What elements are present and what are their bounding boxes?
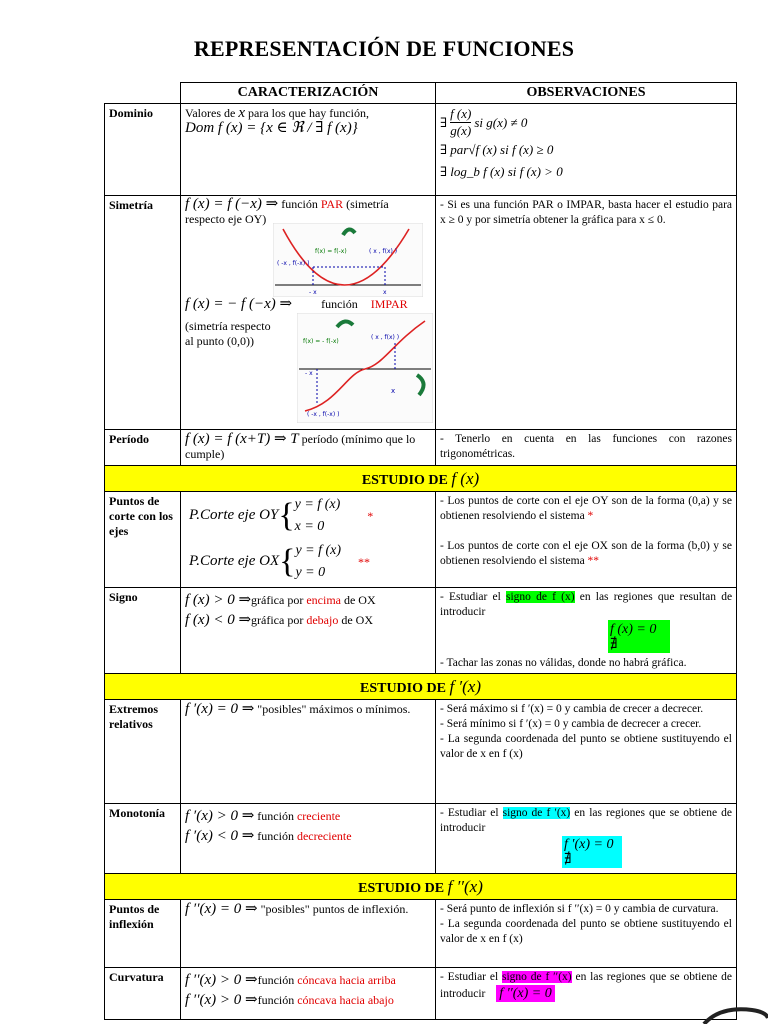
cortes-observaciones [436,492,737,588]
dominio-caracterizacion [181,104,436,196]
graph1-eq: f(x) = f(-x) [315,248,347,255]
inflexion-formula: f ′′(x) = 0 ⇒ [185,901,258,917]
monotonia-l2-text: función [257,829,294,843]
signo-box2: ∄ [610,637,618,652]
curvatura-l1-formula: f ′′(x) > 0 ⇒ [185,972,258,988]
fraction [450,106,471,139]
odd-function-graph [297,313,433,423]
curvatura-l2-text: función [257,993,295,1007]
row-extremos [105,700,737,804]
cortes-caracterizacion [181,492,436,588]
curvatura-l1-word: cóncava hacia arriba [297,973,396,987]
corte-ox-name: P.Corte eje OX [189,552,280,569]
graph2-p2: ( x , f(x) ) [371,334,400,341]
extremos-text: "posibles" máximos o mínimos. [257,702,411,716]
par-formula: f (x) = f (−x) ⇒ [185,196,279,212]
section-fx [105,466,737,492]
corte-ox-mark: ** [358,554,371,569]
signo-obs-highlight: signo de f (x) [506,591,575,603]
corte-ox-eq2: y = 0 [295,565,326,580]
row-periodo [105,430,737,466]
extremos-obs3: - La segunda coordenada del punto se obtiene sustituyendo el valor de x en f (x) [440,733,732,760]
curvatura-observaciones [436,968,737,1020]
signo-obs-a: - Estudiar el [440,591,501,603]
row-label-periodo: Período [105,430,181,466]
impar-line [185,296,431,418]
section-f2-label: ESTUDIO DE [358,880,445,896]
row-dominio [105,104,737,196]
row-label-inflexion: Puntos de inflexión [105,900,181,968]
simetria-caracterizacion [181,196,436,430]
signo-box [608,620,670,653]
row-inflexion [105,900,737,968]
section-f1 [105,674,737,700]
row-signo [105,588,737,674]
inflexion-obs1: - Será punto de inflexión si f ′′(x) = 0 y cambia de curvatura. [440,903,719,915]
section-f2-expr: f ′′(x) [447,876,483,896]
graph2-p1: ( -x , f(-x) ) [307,411,340,418]
monotonia-l2-formula: f ′(x) < 0 ⇒ [185,828,255,844]
monotonia-box [562,836,622,868]
row-curvatura [105,968,737,1020]
row-label-dominio: Dominio [105,104,181,196]
inflexion-obs2: - La segunda coordenada del punto se obtiene sustituyendo el valor de x en f (x) [440,918,732,945]
monotonia-l1-word: creciente [296,809,341,823]
row-simetria [105,196,737,430]
curvatura-obs-a: - Estudiar el [440,971,499,983]
monotonia-obs-a: - Estudiar el [440,807,499,819]
inflexion-caracterizacion [181,900,436,968]
graph1-p1: ( -x , f(-x) ) [277,260,310,267]
functions-table [104,82,737,1020]
row-label-monotonia: Monotonía [105,804,181,874]
extremos-obs1: - Será máximo si f ′(x) = 0 y cambia de crecer a decrecer. [440,703,704,715]
fraction-den: g(x) [450,123,472,138]
section-f1-label: ESTUDIO DE [359,680,446,696]
periodo-text: período (mínimo que lo cumple) [185,432,416,461]
section-f1-expr: f ′(x) [449,676,482,696]
signo-l2-word: debajo [306,613,339,627]
header-row [105,83,737,104]
dominio-var: x [238,105,245,121]
monotonia-observaciones [436,804,737,874]
monotonia-l2-word: decreciente [296,829,352,843]
corte-ox-eq1: y = f (x) [295,543,342,558]
par-text: función [281,197,318,211]
curvatura-l2-word: cóncava hacia abajo [297,993,394,1007]
header-observaciones: OBSERVACIONES [436,83,737,104]
exists-symbol: ∃ [440,114,448,130]
monotonia-obs-b: en las regiones que se obtiene de introducir [440,807,733,834]
monotonia-l1-text: función [257,809,294,823]
extremos-caracterizacion [181,700,436,804]
corte-ox: P.Corte eje OX{y = f (x) y = 0 ** [189,540,431,584]
graph2-x: x [391,387,396,395]
cortes-obs2-mark: ** [587,555,600,567]
periodo-formula: f (x) = f (x+T) ⇒ T [185,431,299,447]
signo-caracterizacion [181,588,436,674]
row-label-extremos: Extremos relativos [105,700,181,804]
signo-l1-word: encima [306,593,341,607]
corte-oy-name: P.Corte eje OY [189,506,279,523]
corner-logo-icon [700,1004,768,1024]
signo-obs-b: en las regiones que resultan de introducir [440,591,733,618]
dominio-obs-log: ∃ log_b f (x) si f (x) > 0 [440,164,563,179]
fraction-num: f (x) [450,106,472,121]
row-label-curvatura: Curvatura [105,968,181,1020]
curvatura-l1-text: función [257,973,295,987]
par-text-2: (simetría respecto eje OY) [185,197,389,226]
signo-l1-end: de OX [343,593,376,607]
graph2-eq: f(x) = - f(-x) [303,338,339,345]
extremos-obs2: - Será mínimo si f ′(x) = 0 y cambia de decrecer a crecer. [440,718,702,730]
graph1-p2: ( x , f(x) ) [369,248,398,255]
cortes-obs1: - Los puntos de corte con el eje OY son de la forma (0,a) y se obtienen resolviendo el sistema [440,495,732,522]
curvatura-caracterizacion [181,968,436,1020]
row-label-signo: Signo [105,588,181,674]
signo-l2-end: de OX [341,613,373,627]
inflexion-text: "posibles" puntos de inflexión. [260,902,409,916]
section-f2 [105,874,737,900]
signo-obs2: - Tachar las zonas no válidas, donde no habrá gráfica. [440,657,687,669]
corte-oy-eq2: x = 0 [294,519,325,534]
dominio-obs-fraction [440,106,732,139]
signo-l2-text: gráfica por [251,613,304,627]
periodo-caracterizacion [181,430,436,466]
periodo-observaciones: - Tenerlo en cuenta en las funciones con razones trigonométricas. [436,430,737,466]
signo-box1: f (x) = 0 [610,622,657,637]
signo-observaciones [436,588,737,674]
graph1-x: x [383,289,387,296]
cortes-obs1-mark: * [587,510,594,522]
dominio-text: Valores de [185,106,236,120]
signo-l1-text: gráfica por [251,593,304,607]
dominio-formula: Dom f (x) = {x ∈ ℜ / ∃ f (x)} [185,120,358,136]
section-f1-cell [105,674,737,700]
section-fx-label: ESTUDIO DE [361,472,448,488]
dominio-obs-root: ∃ par√f (x) si f (x) ≥ 0 [440,142,554,157]
corte-oy-eq1: y = f (x) [294,497,341,512]
corte-oy: P.Corte eje OY{y = f (x) x = 0 * [189,494,431,538]
monotonia-box1: f ′(x) = 0 [564,837,614,852]
cortes-obs2: - Los puntos de corte con el eje OX son de la forma (b,0) y se obtienen resolviendo el sistema [440,540,732,567]
curvatura-obs-highlight: signo de f ′′(x) [502,971,572,983]
row-label-simetria: Simetría [105,196,181,430]
impar-text-2: (simetría respecto al punto (0,0)) [185,319,271,348]
monotonia-box2: ∄ [564,852,572,867]
corte-oy-system [295,494,341,538]
signo-l2-formula: f (x) < 0 ⇒ [185,612,252,628]
graph1-negx: - x [309,289,317,296]
extremos-formula: f ′(x) = 0 ⇒ [185,701,255,717]
extremos-observaciones [436,700,737,804]
curvatura-obs-b: en las regiones que se obtiene de introducir [440,971,733,1000]
row-cortes [105,492,737,588]
impar-text: función [321,297,358,311]
dominio-text-b: para los que hay función, [248,106,369,120]
impar-formula: f (x) = − f (−x) ⇒ [185,296,293,312]
impar-word: IMPAR [370,297,408,311]
par-word: PAR [320,197,344,211]
curvatura-box1: f ′′(x) = 0 [496,985,555,1002]
monotonia-caracterizacion [181,804,436,874]
monotonia-l1-formula: f ′(x) > 0 ⇒ [185,808,255,824]
graph2-negx: - x [305,370,313,377]
curvatura-l2-formula: f ′′(x) > 0 ⇒ [185,992,258,1008]
page-title: REPRESENTACIÓN DE FUNCIONES [193,36,575,61]
section-fx-expr: f (x) [451,468,480,488]
fraction-cond: si g(x) ≠ 0 [474,114,528,130]
dominio-observaciones [436,104,737,196]
signo-l1-formula: f (x) > 0 ⇒ [185,592,252,608]
header-caracterizacion: CARACTERIZACIÓN [181,83,436,104]
even-function-graph [273,223,423,297]
corte-oy-mark: * [367,508,374,523]
corte-ox-system [295,540,341,584]
inflexion-observaciones [436,900,737,968]
monotonia-obs-highlight: signo de f ′(x) [502,807,571,819]
section-fx-cell [105,466,737,492]
simetria-observaciones: - Si es una función PAR o IMPAR, basta hacer el estudio para x ≥ 0 y por simetría obtener la gráfica para x ≤ 0. [436,196,737,430]
row-monotonia [105,804,737,874]
section-f2-cell [105,874,737,900]
row-label-cortes: Puntos de corte con los ejes [105,492,181,588]
